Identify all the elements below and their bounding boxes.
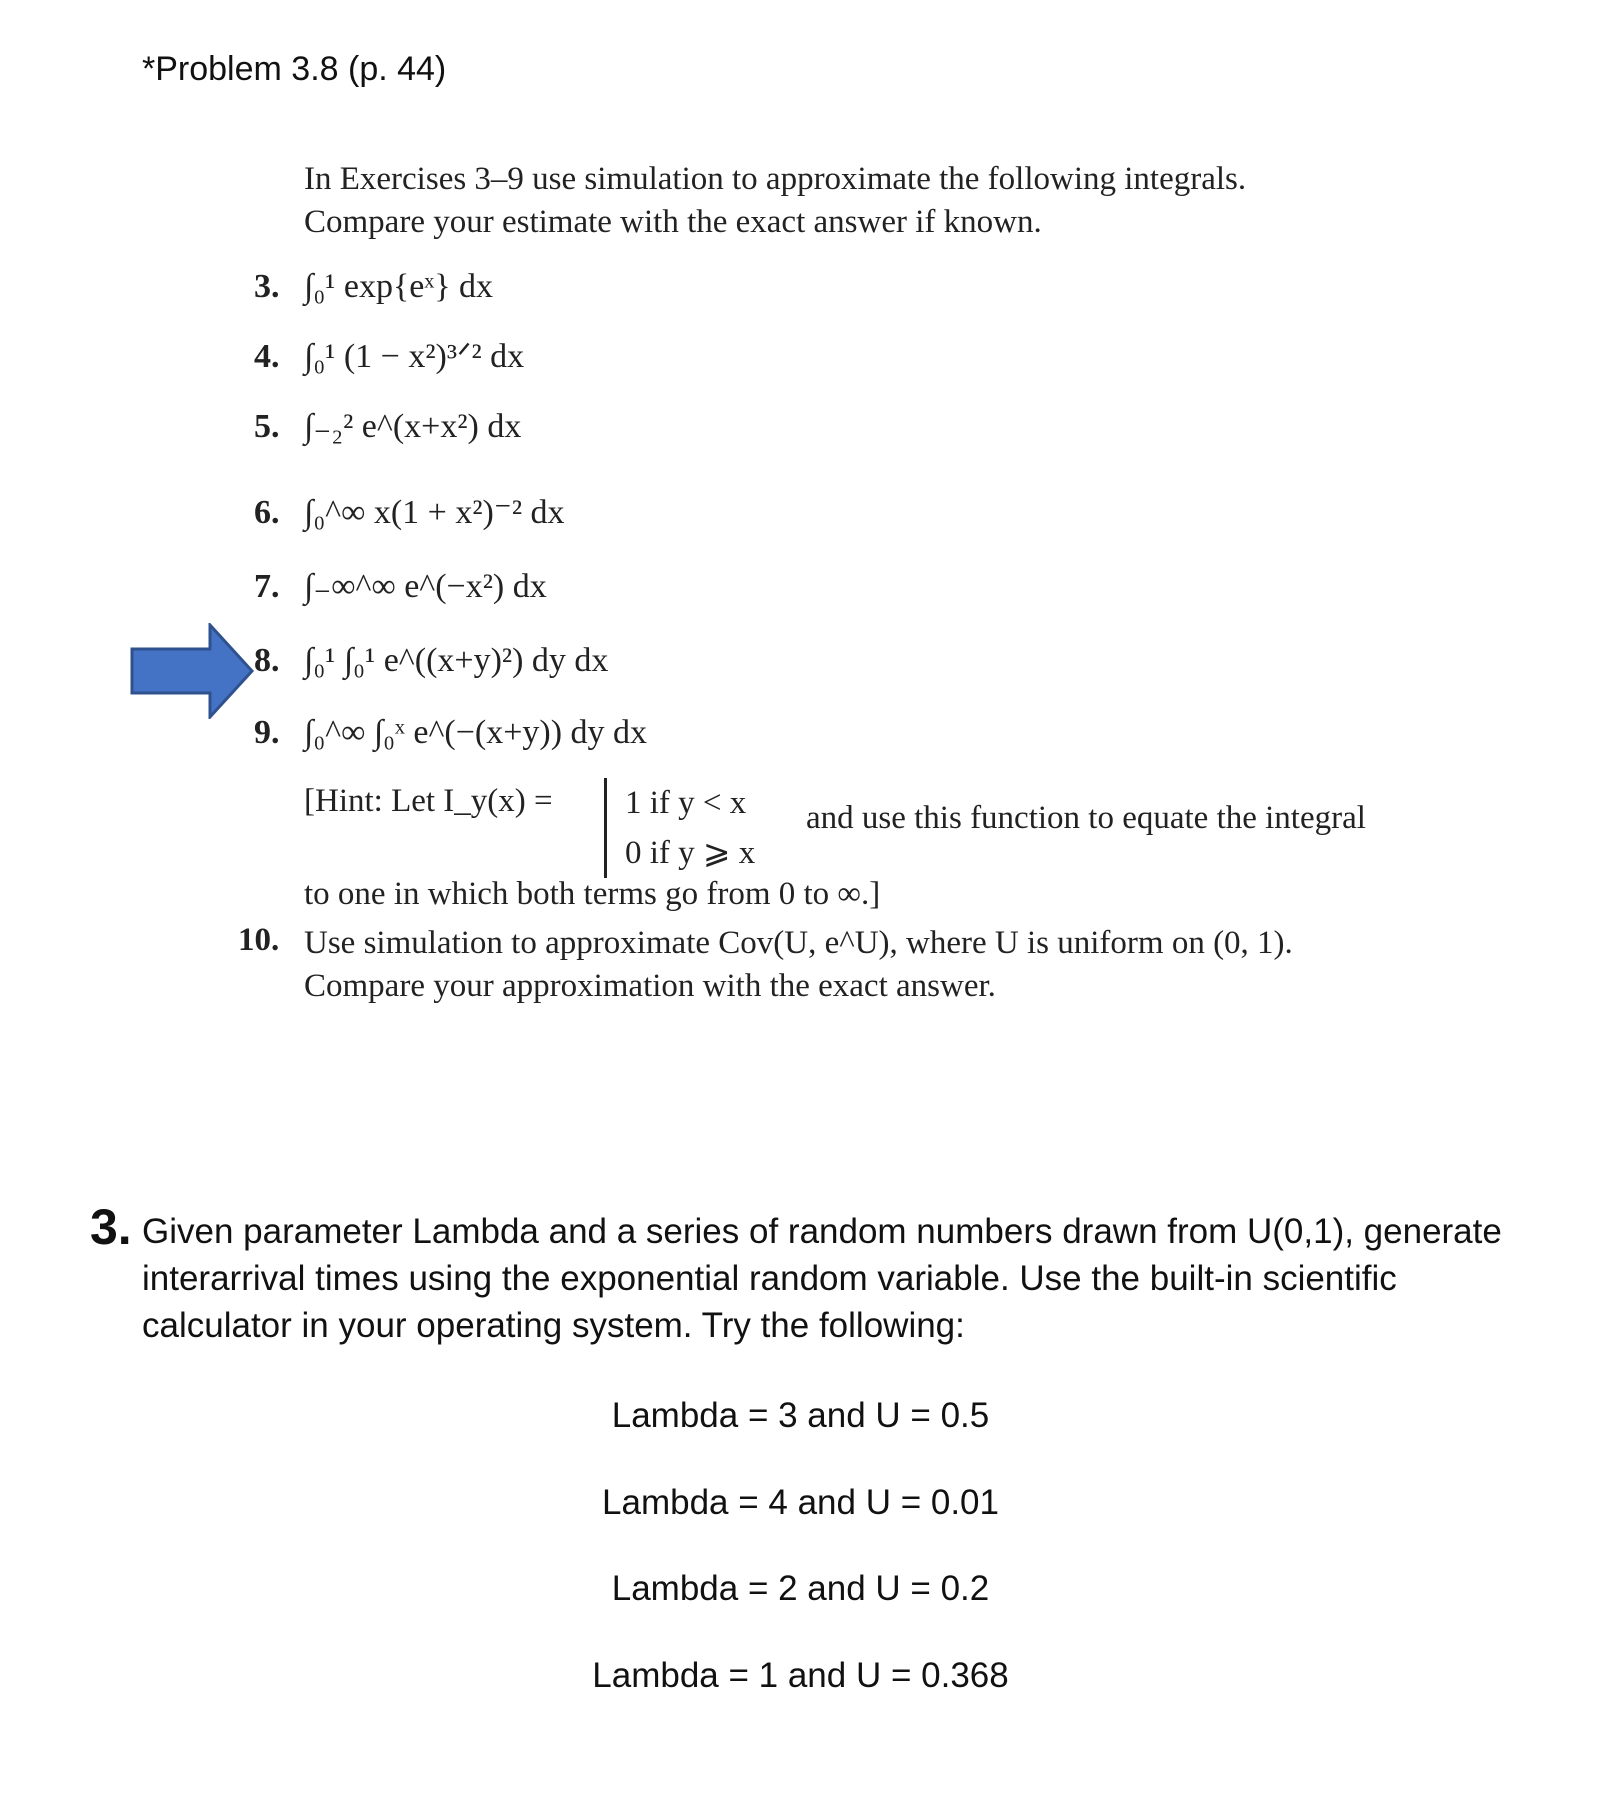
exercise-formula: ∫₀^∞ x(1 + x²)⁻² dx	[304, 494, 565, 531]
exercise-number: 4.	[254, 338, 280, 375]
exercise-number: 7.	[254, 568, 280, 605]
exercise-10	[304, 922, 1293, 1008]
hint-case-2: 0 if y ⩾ x	[625, 835, 756, 871]
hint-after: and use this function to equate the integral	[806, 800, 1366, 836]
intro-line-1: In Exercises 3–9 use simulation to approximate the following integrals.	[304, 161, 1247, 197]
question-3-text: Given parameter Lambda and a series of random numbers drawn from U(0,1), generate interarrival times using the exponential random variable. Use the built-in scientific calculator in your operating system. Try the following:	[142, 1212, 1502, 1345]
exercise-number: 6.	[254, 494, 280, 531]
exercise-formula: ∫₀¹ (1 − x²)³ᐟ² dx	[304, 338, 525, 375]
case-item: Lambda = 1 and U = 0.368	[592, 1656, 1009, 1695]
case-item: Lambda = 3 and U = 0.5	[611, 1396, 990, 1435]
case-item: Lambda = 2 and U = 0.2	[611, 1569, 990, 1608]
exercise-7	[254, 566, 547, 606]
arrow-right-icon	[130, 623, 255, 719]
problem-title: *Problem 3.8 (p. 44)	[142, 50, 447, 88]
hint-lead: [Hint: Let I_y(x) =	[304, 783, 553, 819]
exercise-number: 9.	[254, 714, 280, 751]
exercise-8	[254, 642, 608, 680]
exercise-formula: ∫₀^∞ ∫₀ˣ e^(−(x+y)) dy dx	[304, 714, 648, 751]
exercise-formula: ∫₀¹ ∫₀¹ e^((x+y)²) dy dx	[304, 642, 609, 679]
exercise-10-number: 10.	[238, 922, 280, 958]
hint-line-2: to one in which both terms go from 0 to ∞.]	[304, 876, 881, 912]
exercise-number: 3.	[254, 268, 280, 305]
hint-cases	[604, 778, 755, 878]
exercise-number: 5.	[254, 408, 280, 445]
intro-line-2: Compare your estimate with the exact answer if known.	[304, 204, 1042, 240]
exercise-9	[254, 714, 647, 752]
exercise-4	[254, 336, 524, 376]
exercise-5	[254, 406, 521, 446]
exercise-formula: ∫₋∞^∞ e^(−x²) dx	[304, 568, 547, 605]
exercise-formula: ∫₋₂² e^(x+x²) dx	[304, 408, 522, 445]
exercise-10-line-2: Compare your approximation with the exact answer.	[304, 968, 996, 1004]
exercise-10-line-1: Use simulation to approximate Cov(U, e^U), where U is uniform on (0, 1).	[304, 925, 1293, 961]
question-3-number: 3.	[90, 1199, 132, 1255]
exercise-6	[254, 492, 565, 532]
exercise-intro	[304, 158, 1246, 244]
case-item: Lambda = 4 and U = 0.01	[602, 1483, 999, 1522]
exercise-number: 8.	[254, 642, 280, 679]
hint-case-1: 1 if y < x	[625, 785, 747, 821]
exercise-3	[254, 268, 493, 306]
exercise-formula: ∫₀¹ exp{eˣ} dx	[304, 268, 494, 305]
